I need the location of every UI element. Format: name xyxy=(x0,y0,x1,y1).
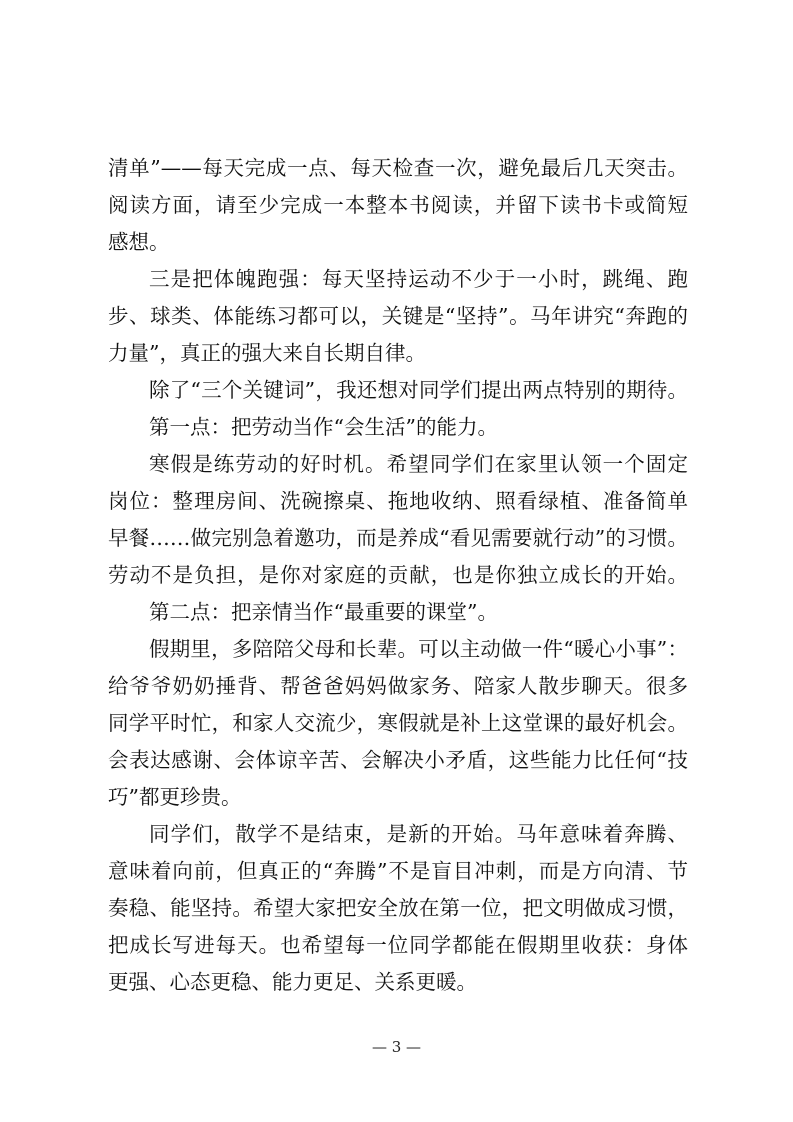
text-line: 把成长写进每天。也希望每一位同学都能在假期里收获：身体 xyxy=(108,933,688,957)
text-line: 劳动不是负担，是你对家庭的贡献，也是你独立成长的开始。 xyxy=(108,563,688,587)
text-line: 步、球类、体能练习都可以，关键是“坚持”。马年讲究“奔跑的 xyxy=(108,304,688,328)
text-line: 阅读方面，请至少完成一本整本书阅读，并留下读书卡或简短 xyxy=(108,193,688,217)
text-line: 感想。 xyxy=(108,230,170,254)
text-line: 三是把体魄跑强：每天坚持运动不少于一小时，跳绳、跑 xyxy=(149,267,688,291)
document-body xyxy=(108,150,688,1001)
text-line: 同学平时忙，和家人交流少，寒假就是补上这堂课的最好机会。 xyxy=(108,711,688,735)
text-line: 清单”——每天完成一点、每天检查一次，避免最后几天突击。 xyxy=(108,156,688,180)
text-line: 力量”，真正的强大来自长期自律。 xyxy=(108,341,426,365)
text-line: 第二点：把亲情当作“最重要的课堂”。 xyxy=(149,600,498,624)
text-line: 假期里，多陪陪父母和长辈。可以主动做一件“暖心小事”： xyxy=(149,637,688,661)
text-line: 奏稳、能坚持。希望大家把安全放在第一位，把文明做成习惯， xyxy=(108,896,688,920)
text-line: 更强、心态更稳、能力更足、关系更暖。 xyxy=(108,970,477,994)
page-number: — 3 — xyxy=(371,1038,422,1056)
text-line: 除了“三个关键词”，我还想对同学们提出两点特别的期待。 xyxy=(149,378,688,402)
text-line: 寒假是练劳动的好时机。希望同学们在家里认领一个固定 xyxy=(149,452,688,476)
text-line: 早餐……做完别急着邀功，而是养成“看见需要就行动”的习惯。 xyxy=(108,526,688,550)
text-line: 同学们，散学不是结束，是新的开始。马年意味着奔腾、 xyxy=(149,822,688,846)
text-line: 意味着向前，但真正的“奔腾”不是盲目冲刺，而是方向清、节 xyxy=(108,859,688,883)
text-line: 会表达感谢、会体谅辛苦、会解决小矛盾，这些能力比任何“技 xyxy=(108,748,688,772)
text-line: 第一点：把劳动当作“会生活”的能力。 xyxy=(149,415,498,439)
text-line: 岗位：整理房间、洗碗擦桌、拖地收纳、照看绿植、准备简单 xyxy=(108,489,688,513)
text-line: 给爷爷奶奶捶背、帮爸爸妈妈做家务、陪家人散步聊天。很多 xyxy=(108,674,688,698)
text-line: 巧”都更珍贵。 xyxy=(108,785,242,809)
